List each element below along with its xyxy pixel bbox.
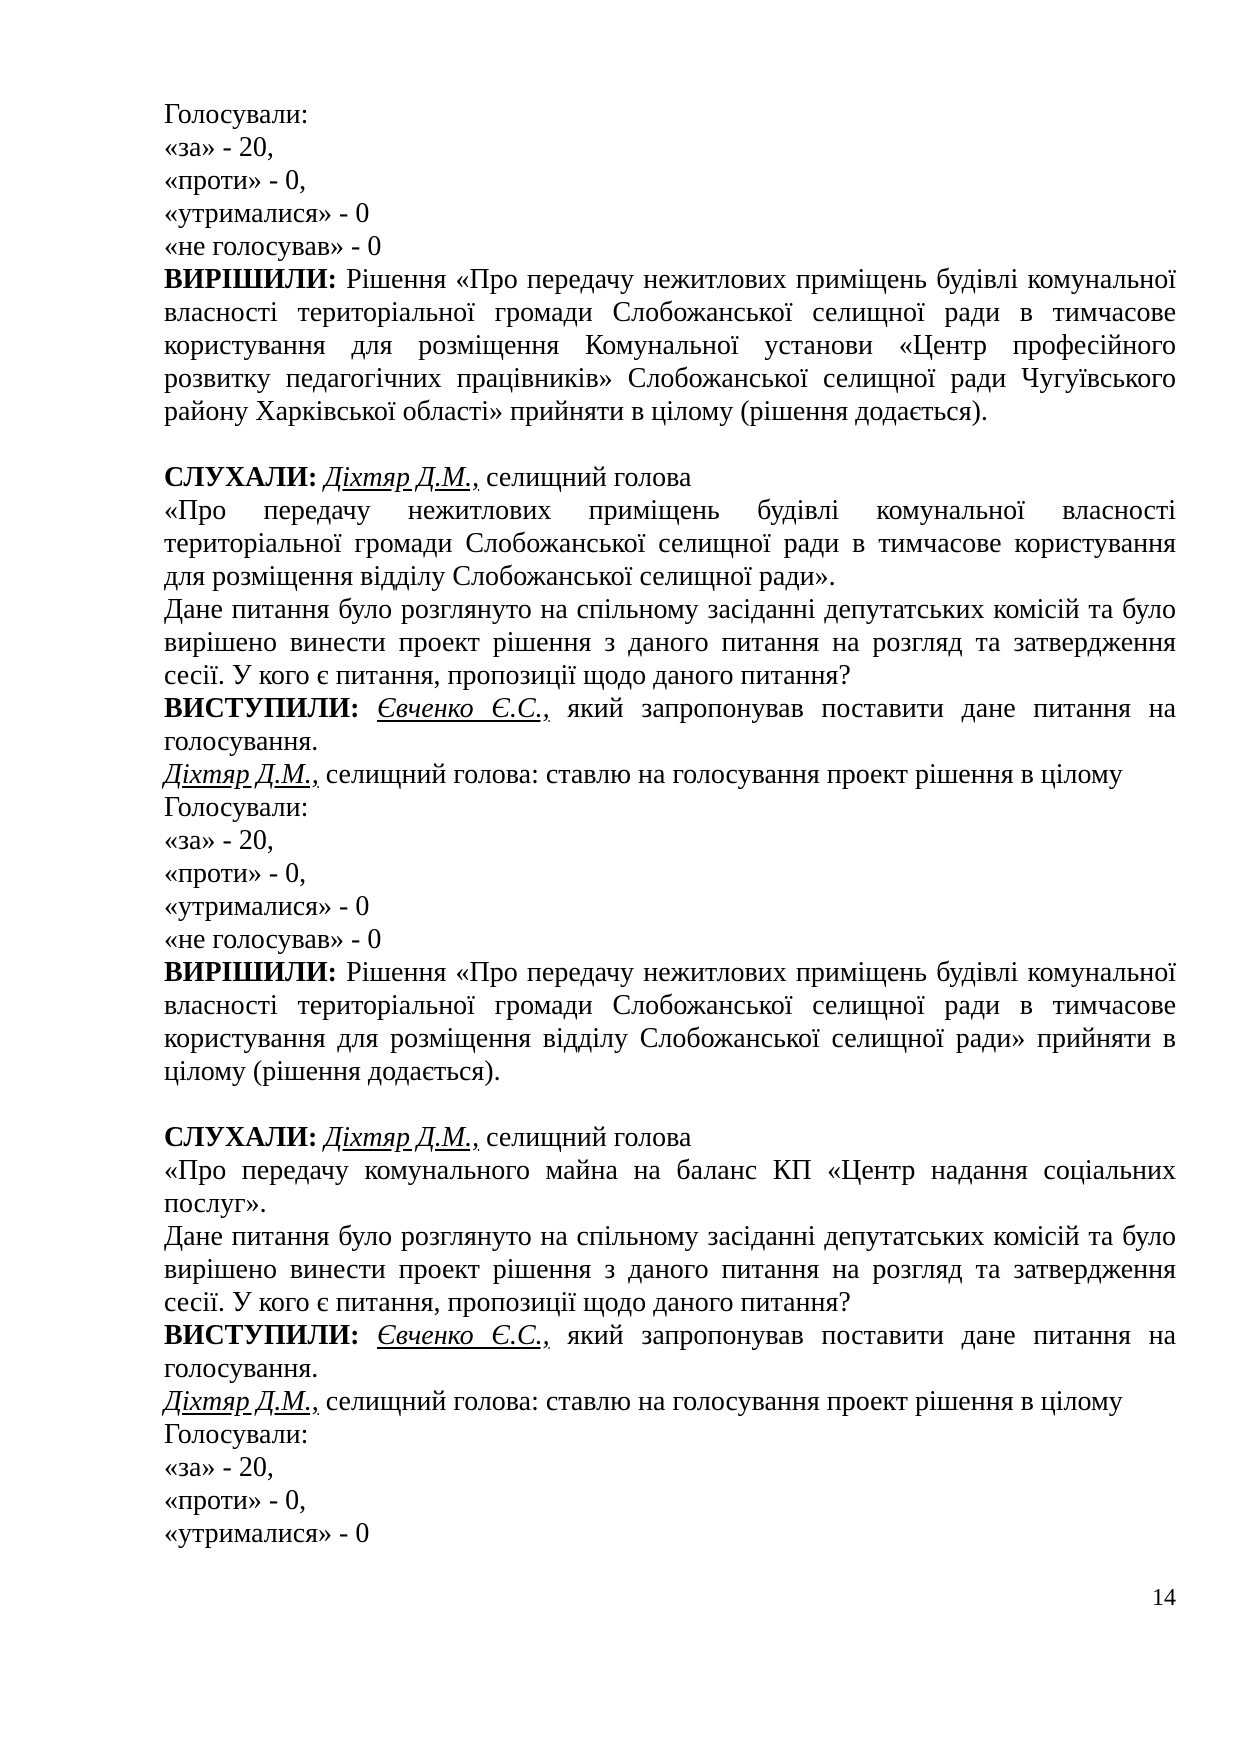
chair-line xyxy=(164,1385,1176,1418)
heard-line xyxy=(164,1121,1176,1154)
heard-label: СЛУХАЛИ: xyxy=(164,1122,318,1153)
topic-paragraph: «Про передачу нежитлових приміщень будівлі комунальної власності територіальної громади Слобожанської селищної ради в тимчасове користування для розміщення відділу Слобожанської селищної ради». xyxy=(164,495,1176,592)
spoke-name: Євченко Є.С., xyxy=(377,1320,550,1351)
vote-not-voted: «не голосував» - 0 xyxy=(164,231,382,262)
discussion-paragraph: Дане питання було розглянуто на спільному засіданні депутатських комісій та було вирішено винести проект рішення з даного питання на розгляд та затвердження сесії. У кого є питання, пропозиції щодо даного питання? xyxy=(164,1221,1176,1318)
voted-label: Голосували: xyxy=(164,99,309,130)
chair-name: Діхтяр Д.М., xyxy=(164,1386,319,1417)
speaker-role: селищний голова xyxy=(486,1122,692,1153)
decided-text: Рішення «Про передачу нежитлових приміщень будівлі комунальної власності територіальної громади Слобожанської селищної ради в тимчасове користування для розміщення відділу Слобожанської селищної ради» прийняти в цілому (рішення додається). xyxy=(164,957,1176,1087)
section-gap xyxy=(164,1088,1176,1121)
section-gap xyxy=(164,428,1176,461)
vote-abstained: «утрималися» - 0 xyxy=(164,198,370,229)
chair-name: Діхтяр Д.М., xyxy=(164,759,319,790)
decided-text: Рішення «Про передачу нежитлових приміщень будівлі комунальної власності територіальної громади Слобожанської селищної ради в тимчасове користування для розміщення Комунальної установи «Центр професійного розвитку педагогічних працівників» Слобожанської селищної ради Чугуївського району Харківської області» прийняти в цілому (рішення додається). xyxy=(164,264,1176,427)
speaker-role: селищний голова xyxy=(486,462,692,493)
page-number: 14 xyxy=(1152,1585,1176,1611)
heard-line xyxy=(164,461,1176,494)
decision-paragraph xyxy=(164,263,1176,428)
spoke-label: ВИСТУПИЛИ: xyxy=(164,693,360,724)
spoke-name: Євченко Є.С., xyxy=(377,693,550,724)
decided-label: ВИРІШИЛИ: xyxy=(164,957,337,988)
speaker-name: Діхтяр Д.М., xyxy=(324,1122,480,1153)
discussion-paragraph: Дане питання було розглянуто на спільному засіданні депутатських комісій та було вирішено винести проект рішення з даного питання на розгляд та затвердження сесії. У кого є питання, пропозиції щодо даного питання? xyxy=(164,594,1176,691)
vote-against: «проти» - 0, xyxy=(164,1485,307,1516)
chair-text: селищний голова: ставлю на голосування проект рішення в цілому xyxy=(325,759,1123,790)
vote-not-voted: «не голосував» - 0 xyxy=(164,924,382,955)
voted-label: Голосували: xyxy=(164,1419,309,1450)
vote-abstained: «утрималися» - 0 xyxy=(164,1518,370,1549)
chair-text: селищний голова: ставлю на голосування проект рішення в цілому xyxy=(325,1386,1123,1417)
spoke-text: який запропонував поставити дане питання на голосування. xyxy=(164,1320,1177,1384)
vote-against: «проти» - 0, xyxy=(164,165,307,196)
vote-for: «за» - 20, xyxy=(164,825,274,856)
document-page xyxy=(164,98,1176,1550)
heard-label: СЛУХАЛИ: xyxy=(164,462,318,493)
spoke-paragraph xyxy=(164,1319,1176,1385)
vote-for: «за» - 20, xyxy=(164,1452,274,1483)
vote-against: «проти» - 0, xyxy=(164,858,307,889)
chair-line xyxy=(164,758,1176,791)
spoke-paragraph xyxy=(164,692,1176,758)
speaker-name: Діхтяр Д.М., xyxy=(324,462,480,493)
decision-paragraph xyxy=(164,956,1176,1088)
spoke-text: який запропонував поставити дане питання на голосування. xyxy=(164,693,1177,757)
vote-for: «за» - 20, xyxy=(164,132,274,163)
voted-label: Голосували: xyxy=(164,792,309,823)
vote-abstained: «утрималися» - 0 xyxy=(164,891,370,922)
spoke-label: ВИСТУПИЛИ: xyxy=(164,1320,360,1351)
decided-label: ВИРІШИЛИ: xyxy=(164,264,337,295)
topic-paragraph: «Про передачу комунального майна на баланс КП «Центр надання соціальних послуг». xyxy=(164,1155,1176,1219)
